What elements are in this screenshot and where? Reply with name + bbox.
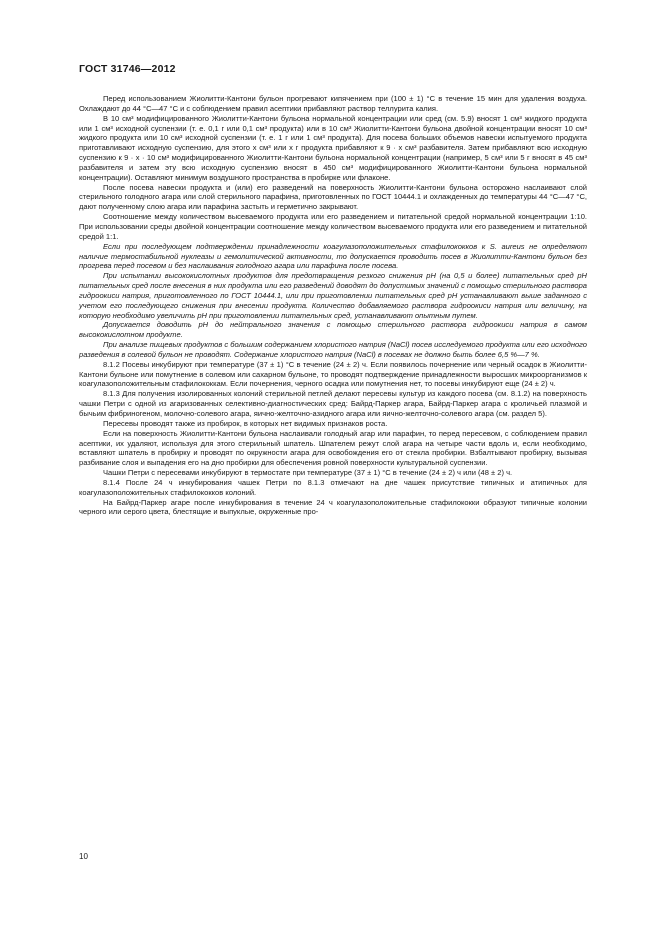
- paragraph: На Байрд-Паркер агаре после инкубирования в течение 24 ч коагулазоположительные стафилококки образуют типичные колонии черного или серого цвета, блестящие и выпуклые, окруженные про-: [79, 497, 587, 517]
- paragraph-note: При испытании высококислотных продуктов для предотвращения резкого снижения рН (на 0,5 и более) питательных сред рН питательных сред после внесения в них продукта или его разведений доводят до допустимых значений с помощью стерильного раствора гидроокиси натрия, приготовленного по ГОСТ 10444.1, или при приготовлении питательных сред рН устанавливают выше заданного с учетом его последующего снижения при внесении продукта. Количество добавляемого раствора гидроокиси натрия или величину, на которую необходимо увеличить рН при приготовлении питательных сред, устанавливают опытным путем.: [79, 271, 587, 320]
- paragraph-note: Если при последующем подтверждении принадлежности коагулазоположительных стафилококков к S. aureus не определяют наличие термостабильной нуклеазы и гемолитической активности, то допускается проводить посев в Жиолитти-Кантони бульон без прогрева перед посевом и без наслаивания голодного агара или парафина после посева.: [79, 241, 587, 271]
- page-number: 10: [79, 852, 88, 861]
- paragraph: 8.1.3 Для получения изолированных колоний стерильной петлей делают пересевы культур из каждого посева (см. 8.1.2) на поверхность чашки Петри с одной из агаризованных селективно-диагностических сред: Байрд-Паркер агара, Байрд-Паркер агара с кроличьей плазмой и бычьим фибриногеном, молочно-солевого агара, яичнo-желточно-азидного агара или яично-желточно-солевого агара (см. раздел 5).: [79, 389, 587, 418]
- paragraph: Чашки Петри с пересевами инкубируют в термостате при температуре (37 ± 1) °С в течение (24 ± 2) ч или (48 ± 2) ч.: [103, 468, 513, 478]
- paragraph-note: При анализе пищевых продуктов с большим содержанием хлористого натрия (NaCl) посев исследуемого продукта или его исходного разведения в солевой бульон не проводят. Содержание хлористого натрия (NaCl) в посевах не должно быть более 6,5 %—7 %.: [79, 340, 588, 359]
- paragraph-note: Допускается доводить рН до нейтрального значения с помощью стерильного раствора гидроокиси натрия в самом высококислотном продукте.: [79, 320, 587, 340]
- paragraph: Соотношение между количеством высеваемого продукта или его разведением и питательной средой нормальной концентрации 1:10. При использовании среды двойной концентрации соотношение между количеством высеваемого продукта или его разведением и питательной средой 1:1.: [79, 212, 587, 241]
- paragraph: 8.1.4 После 24 ч инкубирования чашек Петри по 8.1.3 отмечают на дне чашек присутствие типичных и атипичных для коагулазоположительных стафилококков колоний.: [79, 477, 587, 497]
- paragraph: Если на поверхность Жиолитти-Кантони бульона наслаивали голодный агар или парафин, то перед пересевом, с соблюдением правил асептики, их удаляют, используя для этого стерильный шпатель. Шпателем режут слой агара на четыре части вдоль и, если необходимо, вставляют шпатель в пробирку и проводят по окружности агара для освобождения его от стекла пробирки. Взбалтывают пробирку, вызывая разбивание слоя и выпадения его на дно пробирки для обеспечения ровной поверхности культуральной суспензии.: [79, 428, 587, 468]
- paragraph: После посева навески продукта и (или) его разведений на поверхность Жиолитти-Кантони бульона осторожно наслаивают слой стерильного голодного агара или слой стерильного парафина, приготовленных по ГОСТ 10444.1 и охлажденных до температуры 44 °С—47 °С, дают полученному слою агара или парафина застыть и герметично закрывают.: [79, 182, 587, 212]
- paragraph: Пересевы проводят также из пробирок, в которых нет видимых признаков роста.: [103, 418, 388, 428]
- document-body: [79, 94, 587, 517]
- document-header: ГОСТ 31746—2012: [79, 63, 176, 75]
- paragraph: Перед использованием Жиолитти-Кантони бульон прогревают кипячением при (100 ± 1) °С в течение 15 мин для удаления воздуха. Охлаждают до 44 °С—47 °С и с соблюдением правил асептики прибавляют раствор теллурита калия.: [79, 94, 587, 113]
- paragraph: 8.1.2 Посевы инкубируют при температуре (37 ± 1) °С в течение (24 ± 2) ч. Если появилось почернение или черный осадок в Жиолитти-Кантони бульоне или помутнение в солевом или сахарном бульоне, то проводят подтверждение принадлежности выросших микроорганизмов к коагулазоположительным стафилококкам. Если почернения, черного осадка или помутнения нет, то посевы инкубируют еще (24 ± 2) ч.: [79, 359, 587, 389]
- paragraph: В 10 см³ модифицированного Жиолитти-Кантони бульона нормальной концентрации или сред (см. 5.9) вносят 1 см³ жидкого продукта или 1 см³ исходной суспензии (т. е. 0,1 г или 0,1 см³ продукта) или в 10 см³ Жиолитти-Кантони бульона двойной концентрации вносят 10 см³ жидкого продукта или 10 см³ исходной суспензии (т. е. 1 г или 1 см³ продукта). Для посева больших объемов навески испытуемого продукта приготавливают исходную суспензию, для этого x см³ или x г продукта прибавляют к 9 · x см³ разбавителя. Затем прибавляют всю исходную суспензию к 9 · x · 10 см³ модифицированного Жиолитти-Кантони бульона нормальной концентрации (например, 5 см³ или 5 г вносят в 45 см³ разбавителя и затем эту всю исходную суспензию вносят в 450 см³ модифицированного Жиолитти-Кантони бульона нормальной концентрации). Оставляют минимум воздушного пространства в пробирке или флаконе.: [79, 113, 587, 182]
